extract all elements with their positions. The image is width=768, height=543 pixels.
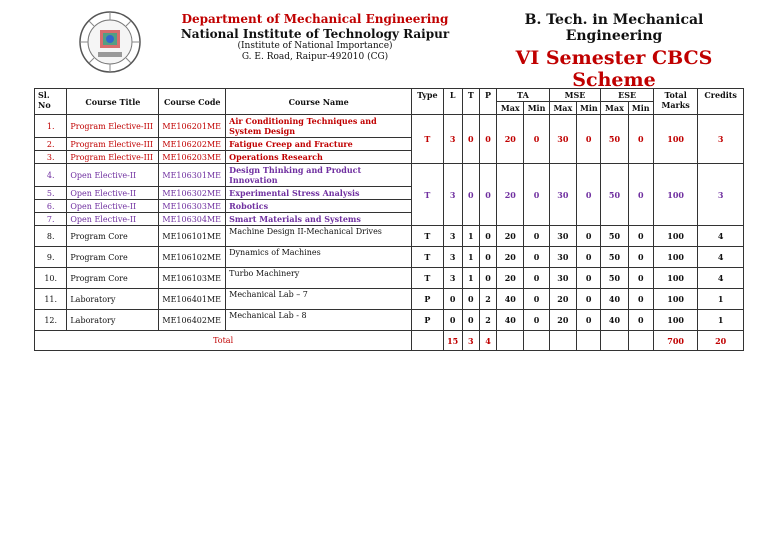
total-marks-sum: 700	[653, 331, 697, 351]
credits-cell: 1	[698, 289, 744, 310]
ese-min-cell: 0	[628, 268, 653, 289]
sl-cell: 6.	[35, 200, 67, 213]
course-title-cell: Laboratory	[67, 310, 159, 331]
ta-max-cell: 40	[497, 289, 524, 310]
l-cell: 3	[443, 115, 462, 164]
col-type: Type	[412, 89, 443, 115]
empty-cell	[577, 331, 601, 351]
course-title-cell: Program Elective-III	[67, 151, 159, 164]
l-cell: 0	[443, 289, 462, 310]
ta-min-cell: 0	[524, 115, 549, 164]
ese-max-cell: 40	[601, 310, 628, 331]
t-cell: 1	[462, 247, 479, 268]
credits-cell: 3	[698, 164, 744, 226]
course-name-cell: Fatigue Creep and Fracture	[226, 138, 412, 151]
mse-min-cell: 0	[577, 310, 601, 331]
course-code-cell: ME106301ME	[159, 164, 226, 187]
ta-min-cell: 0	[524, 164, 549, 226]
course-code-cell: ME106304ME	[159, 213, 226, 226]
mse-max-cell: 30	[549, 247, 576, 268]
empty-cell	[601, 331, 628, 351]
course-title-cell: Program Core	[67, 226, 159, 247]
type-cell: P	[412, 310, 443, 331]
course-title-cell: Laboratory	[67, 289, 159, 310]
credits-cell: 4	[698, 247, 744, 268]
course-name-cell: Turbo Machinery	[226, 268, 412, 289]
credits-cell: 4	[698, 268, 744, 289]
t-cell: 0	[462, 310, 479, 331]
type-cell: T	[412, 247, 443, 268]
type-cell: T	[412, 268, 443, 289]
total-cell: 100	[653, 247, 697, 268]
ta-min-cell: 0	[524, 289, 549, 310]
institute-name: National Institute of Technology Raipur	[180, 26, 450, 41]
credits-cell: 4	[698, 226, 744, 247]
empty-cell	[628, 331, 653, 351]
course-name-cell: Smart Materials and Systems	[226, 213, 412, 226]
col-p: P	[479, 89, 496, 115]
ta-max: Max	[497, 102, 524, 115]
total-credits-sum: 20	[698, 331, 744, 351]
ese-max-cell: 50	[601, 164, 628, 226]
course-name-cell: Dynamics of Machines	[226, 247, 412, 268]
course-title-cell: Program Elective-III	[67, 115, 159, 138]
institute-logo	[78, 10, 142, 74]
course-title-cell: Program Core	[67, 247, 159, 268]
empty-cell	[412, 331, 443, 351]
sl-cell: 1.	[35, 115, 67, 138]
total-t: 3	[462, 331, 479, 351]
department-name: Department of Mechanical Engineering	[181, 12, 449, 26]
total-cell: 100	[653, 226, 697, 247]
core-rows	[35, 226, 744, 331]
ta-min-cell: 0	[524, 226, 549, 247]
mse-max-cell: 30	[549, 164, 576, 226]
course-name-cell: Operations Research	[226, 151, 412, 164]
institute-importance: (Institute of National Importance)	[237, 41, 393, 52]
col-mse: MSE	[549, 89, 601, 102]
course-title-cell: Open Elective-II	[67, 213, 159, 226]
ese-max-cell: 50	[601, 115, 628, 164]
header-row	[35, 89, 744, 102]
credits-cell: 3	[698, 115, 744, 164]
p-cell: 0	[479, 226, 496, 247]
table-row	[35, 247, 744, 268]
t-cell: 0	[462, 164, 479, 226]
course-code-cell: ME106303ME	[159, 200, 226, 213]
program-header	[484, 12, 744, 91]
mse-min-cell: 0	[577, 268, 601, 289]
l-cell: 3	[443, 268, 462, 289]
ese-min-cell: 0	[628, 115, 653, 164]
ta-min-cell: 0	[524, 268, 549, 289]
mse-max-cell: 30	[549, 115, 576, 164]
col-credits: Credits	[698, 89, 744, 115]
t-cell: 1	[462, 268, 479, 289]
course-code-cell: ME106402ME	[159, 310, 226, 331]
col-ta: TA	[497, 89, 550, 102]
ta-max-cell: 20	[497, 268, 524, 289]
ese-max: Max	[601, 102, 628, 115]
sl-cell: 8.	[35, 226, 67, 247]
sl-cell: 7.	[35, 213, 67, 226]
mse-min-cell: 0	[577, 247, 601, 268]
institute-header	[170, 12, 460, 63]
table-row	[35, 226, 744, 247]
ta-min: Min	[524, 102, 549, 115]
ese-min-cell: 0	[628, 247, 653, 268]
mse-max-cell: 30	[549, 226, 576, 247]
p-cell: 2	[479, 289, 496, 310]
course-title-cell: Open Elective-II	[67, 200, 159, 213]
type-cell: P	[412, 289, 443, 310]
course-name-cell: Robotics	[226, 200, 412, 213]
course-title-cell: Program Elective-III	[67, 138, 159, 151]
sl-cell: 11.	[35, 289, 67, 310]
sl-cell: 9.	[35, 247, 67, 268]
course-name-cell: Mechanical Lab - 8	[226, 310, 412, 331]
ta-min-cell: 0	[524, 310, 549, 331]
type-cell: T	[412, 226, 443, 247]
col-t: T	[462, 89, 479, 115]
p-cell: 0	[479, 268, 496, 289]
empty-cell	[524, 331, 549, 351]
mse-min-cell: 0	[577, 226, 601, 247]
course-name-cell: Mechanical Lab – 7	[226, 289, 412, 310]
course-name-cell: Experimental Stress Analysis	[226, 187, 412, 200]
mse-max-cell: 20	[549, 289, 576, 310]
course-code-cell: ME106102ME	[159, 247, 226, 268]
ese-min-cell: 0	[628, 164, 653, 226]
ese-min-cell: 0	[628, 310, 653, 331]
course-code-cell: ME106401ME	[159, 289, 226, 310]
ta-max-cell: 40	[497, 310, 524, 331]
p-cell: 0	[479, 164, 496, 226]
course-code-cell: ME106103ME	[159, 268, 226, 289]
p-cell: 0	[479, 115, 496, 164]
ta-max-cell: 20	[497, 115, 524, 164]
total-cell: 100	[653, 115, 697, 164]
col-l: L	[443, 89, 462, 115]
sl-cell: 5.	[35, 187, 67, 200]
semester-title: VI Semester CBCS Scheme	[515, 47, 713, 91]
table-row	[35, 289, 744, 310]
total-cell: 100	[653, 164, 697, 226]
sl-cell: 2.	[35, 138, 67, 151]
ta-max-cell: 20	[497, 226, 524, 247]
sl-cell: 3.	[35, 151, 67, 164]
scheme-table	[34, 88, 744, 351]
table-row	[35, 310, 744, 331]
total-cell: 100	[653, 268, 697, 289]
type-cell: T	[412, 164, 443, 226]
col-ese: ESE	[601, 89, 654, 102]
ta-max-cell: 20	[497, 247, 524, 268]
col-total-marks: Total Marks	[653, 89, 697, 115]
l-cell: 3	[443, 164, 462, 226]
course-name-cell: Design Thinking and Product Innovation	[226, 164, 412, 187]
mse-min-cell: 0	[577, 164, 601, 226]
institute-address: G. E. Road, Raipur-492010 (CG)	[241, 52, 389, 63]
ese-min: Min	[628, 102, 653, 115]
course-title-cell: Open Elective-II	[67, 187, 159, 200]
total-cell: 100	[653, 310, 697, 331]
sl-cell: 10.	[35, 268, 67, 289]
totals-row	[35, 331, 744, 351]
course-code-cell: ME106203ME	[159, 151, 226, 164]
empty-cell	[549, 331, 576, 351]
program-name: B. Tech. in Mechanical Engineering	[524, 12, 704, 44]
total-cell: 100	[653, 289, 697, 310]
l-cell: 3	[443, 247, 462, 268]
mse-max-cell: 20	[549, 310, 576, 331]
ta-max-cell: 20	[497, 164, 524, 226]
credits-cell: 1	[698, 310, 744, 331]
sl-cell: 12.	[35, 310, 67, 331]
mse-max-cell: 30	[549, 268, 576, 289]
empty-cell	[497, 331, 524, 351]
table-row	[35, 164, 744, 187]
p-cell: 0	[479, 247, 496, 268]
table-row	[35, 268, 744, 289]
course-code-cell: ME106201ME	[159, 115, 226, 138]
total-label: Total	[35, 331, 412, 351]
course-code-cell: ME106202ME	[159, 138, 226, 151]
col-course-title: Course Title	[67, 89, 159, 115]
ese-max-cell: 50	[601, 226, 628, 247]
ta-min-cell: 0	[524, 247, 549, 268]
course-name-cell: Machine Design II-Mechanical Drives	[226, 226, 412, 247]
mse-min: Min	[577, 102, 601, 115]
course-title-cell: Program Core	[67, 268, 159, 289]
mse-min-cell: 0	[577, 289, 601, 310]
ese-min-cell: 0	[628, 289, 653, 310]
ese-max-cell: 40	[601, 289, 628, 310]
ese-min-cell: 0	[628, 226, 653, 247]
ese-max-cell: 50	[601, 247, 628, 268]
t-cell: 1	[462, 226, 479, 247]
mse-max: Max	[549, 102, 576, 115]
col-sl: Sl. No	[35, 89, 67, 115]
total-l: 15	[443, 331, 462, 351]
sl-cell: 4.	[35, 164, 67, 187]
course-title-cell: Open Elective-II	[67, 164, 159, 187]
mse-min-cell: 0	[577, 115, 601, 164]
t-cell: 0	[462, 115, 479, 164]
course-code-cell: ME106302ME	[159, 187, 226, 200]
course-name-cell: Air Conditioning Techniques and System Design	[226, 115, 412, 138]
table-row	[35, 115, 744, 138]
l-cell: 3	[443, 226, 462, 247]
total-p: 4	[479, 331, 496, 351]
l-cell: 0	[443, 310, 462, 331]
p-cell: 2	[479, 310, 496, 331]
ese-max-cell: 50	[601, 268, 628, 289]
course-code-cell: ME106101ME	[159, 226, 226, 247]
col-course-name: Course Name	[226, 89, 412, 115]
t-cell: 0	[462, 289, 479, 310]
col-course-code: Course Code	[159, 89, 226, 115]
type-cell: T	[412, 115, 443, 164]
